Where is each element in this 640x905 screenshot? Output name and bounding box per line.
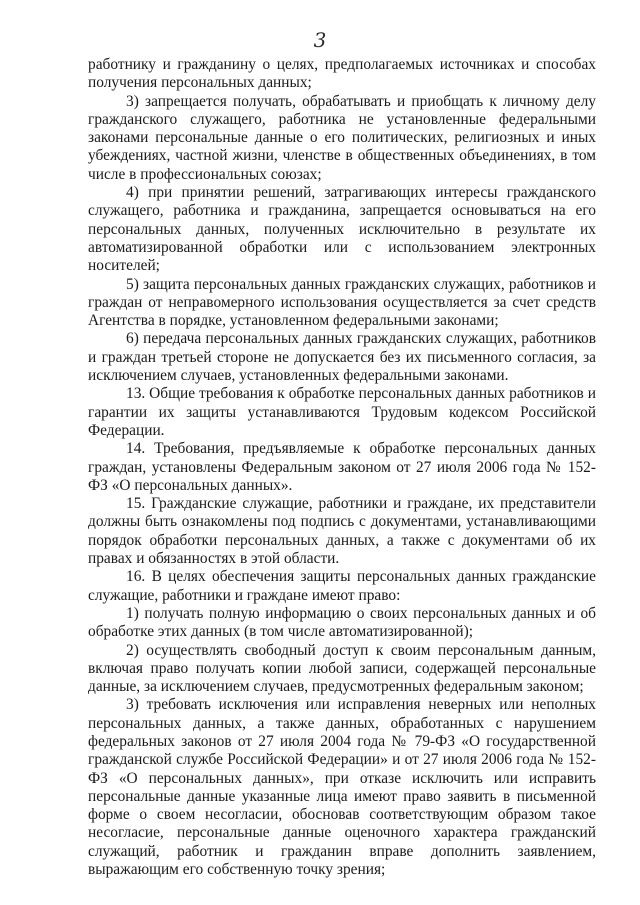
paragraph-right-3: 3) требовать исключения или исправления неверных или неполных персональных данных, а также данных, обработанных с нарушением федеральных законов от 27 июля 2004 года № 79-ФЗ «О государственной гражданской службе Российской Федерации» и от 27 июля 2006 года № 152-ФЗ «О персональных данных», при отказе исключить или исправить персональные данные указанные лица имеют право заявить в письменной форме о своем несогласии, обосновав соответствующим образом такое несогласие, персональные данные оценочного характера гражданский служащий, работник и гражданин вправе дополнить заявлением, выражающим его собственную точку зрения; [88,696,596,879]
paragraph-right-1: 1) получать полную информацию о своих персональных данных и об обработке этих данных (в том числе автоматизированной); [88,604,596,641]
paragraph-continuation: работнику и гражданину о целях, предполагаемых источниках и способах получения персональных данных; [88,56,596,92]
paragraph-item-3: 3) запрещается получать, обрабатывать и приобщать к личному делу гражданского служащего, работника не установленные федеральными законами персональные данные о его политических, религиозных и иных убеждениях, частной жизни, членстве в общественных объединениях, в том числе в профессиональных союзах; [88,92,596,183]
paragraph-item-4: 4) при принятии решений, затрагивающих интересы гражданского служащего, работника и гражданина, запрещается основываться на его персональных данных, полученных исключительно в результате их автоматизированной обработки или с использованием электронных носителей; [88,184,596,275]
page-number: 3 [313,28,327,52]
paragraph-item-5: 5) защита персональных данных гражданских служащих, работников и граждан от неправомерного использования осуществляется за счет средств Агентства в порядке, установленном федеральными законами; [88,275,596,330]
document-body [88,56,596,879]
paragraph-clause-15: 15. Гражданские служащие, работники и граждане, их представители должны быть ознакомлены под подпись с документами, устанавливающими порядок обработки персональных данных, а также с документами об их правах и обязанностях в этой области. [88,495,596,568]
paragraph-clause-13: 13. Общие требования к обработке персональных данных работников и гарантии их защиты устанавливаются Трудовым кодексом Российской Федерации. [88,385,596,439]
paragraph-clause-14: 14. Требования, предъявляемые к обработке персональных данных граждан, установлены Федеральным законом от 27 июля 2006 года № 152-ФЗ «О персональных данных». [88,440,596,494]
paragraph-clause-16: 16. В целях обеспечения защиты персональных данных гражданские служащие, работники и граждане имеют право: [88,568,596,604]
paragraph-right-2: 2) осуществлять свободный доступ к своим персональным данным, включая право получать копии любой записи, содержащей персональные данные, за исключением случаев, предусмотренных федеральным законом; [88,641,596,696]
paragraph-item-6: 6) передача персональных данных гражданских служащих, работников и граждан третьей стороне не допускается без их письменного согласия, за исключением случаев, установленных федеральными законами. [88,330,596,385]
